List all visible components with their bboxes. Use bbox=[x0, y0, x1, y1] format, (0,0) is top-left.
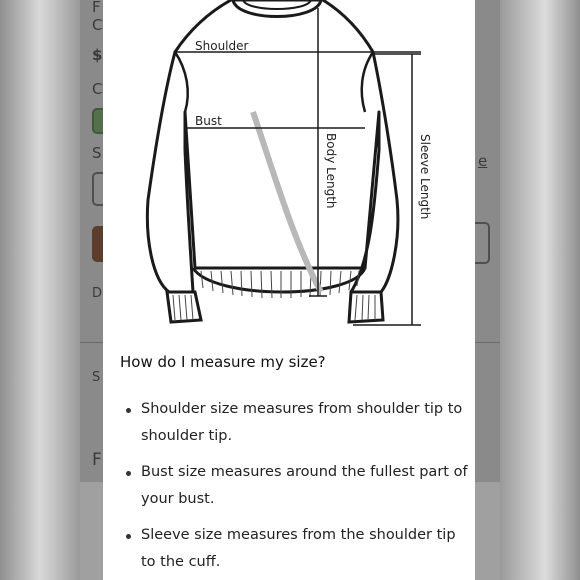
bg-fragment-title-a: F bbox=[92, 0, 101, 16]
bg-fragment-shipping: S bbox=[92, 370, 101, 385]
bullet-dot-icon bbox=[126, 534, 131, 539]
sweater-outline bbox=[147, 0, 398, 292]
bg-fragment-color: C bbox=[92, 80, 103, 98]
body-length-label: Body Length bbox=[324, 133, 338, 209]
bg-fragment-price: $ bbox=[92, 46, 103, 64]
bg-fragment-link[interactable]: e bbox=[478, 152, 488, 170]
measurement-instructions bbox=[123, 396, 468, 580]
left-cuff bbox=[167, 292, 201, 322]
bg-fragment-details: D bbox=[92, 286, 103, 301]
instruction-bust-text: Bust size measures around the fullest part of your bust. bbox=[141, 464, 468, 507]
instruction-shoulder-text: Shoulder size measures from shoulder tip to shoulder tip. bbox=[141, 401, 463, 444]
instruction-sleeve bbox=[123, 522, 468, 576]
shoulder-label: Shoulder bbox=[195, 39, 249, 53]
bust-label: Bust bbox=[195, 114, 222, 128]
sleeve-length-label: Sleeve Length bbox=[418, 134, 432, 220]
bullet-dot-icon bbox=[126, 408, 131, 413]
sweater-illustration bbox=[103, 0, 475, 335]
size-guide-modal bbox=[103, 0, 475, 580]
instruction-sleeve-text: Sleeve size measures from the shoulder tip to the cuff. bbox=[141, 527, 456, 570]
bullet-dot-icon bbox=[126, 471, 131, 476]
instruction-shoulder bbox=[123, 396, 468, 450]
bg-fragment-size: S bbox=[92, 144, 102, 162]
bg-fragment-title-b: C bbox=[92, 16, 103, 34]
cuff-rib-lines bbox=[173, 295, 375, 320]
right-cuff bbox=[349, 292, 383, 322]
size-guide-heading: How do I measure my size? bbox=[120, 353, 326, 371]
bg-fragment-footer: F bbox=[92, 450, 102, 470]
sweater-measurement-diagram bbox=[103, 0, 475, 335]
instruction-bust bbox=[123, 459, 468, 513]
